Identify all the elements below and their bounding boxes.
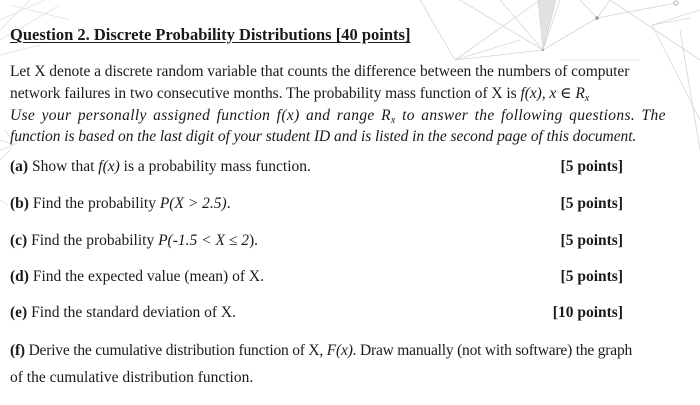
part-f-label: (f) bbox=[10, 342, 25, 359]
intro-line-2 bbox=[10, 84, 589, 104]
part-f-text: Derive the cumulative distribution function of X, bbox=[24, 342, 327, 359]
part-f-line-2: of the cumulative distribution function. bbox=[10, 369, 254, 386]
part-f-math: F(x) bbox=[326, 342, 353, 359]
part-c-points: [5 points] bbox=[560, 232, 623, 249]
part-a-label: (a) bbox=[10, 158, 29, 175]
part-b-math: P(X > 2.5) bbox=[159, 195, 227, 212]
part-d-label: (d) bbox=[10, 268, 29, 285]
part-b-text: Find the probability bbox=[28, 195, 160, 212]
part-e-points: [10 points] bbox=[552, 304, 623, 321]
part-b-label: (b) bbox=[10, 195, 29, 212]
intro-line-1: Let X denote a discrete random variable that counts the difference between the numbers of computer bbox=[10, 63, 630, 80]
part-b-text-post: . bbox=[226, 195, 231, 212]
part-c-label: (c) bbox=[10, 232, 28, 249]
instructions-line-1 bbox=[10, 107, 666, 126]
part-b bbox=[10, 195, 231, 213]
part-c-math: P(-1.5 < X ≤ 2 bbox=[158, 232, 249, 249]
part-d-text: Find the expected value (mean) of X. bbox=[28, 268, 264, 285]
part-f-text-post: . Draw manually (not with software) the graph bbox=[352, 342, 633, 359]
part-c bbox=[10, 232, 258, 250]
part-a-math: f(x) bbox=[98, 158, 120, 175]
instructions-line-2: function is based on the last digit of your student ID and is listed in the second page of this document. bbox=[10, 128, 637, 145]
pmf-notation: f(x), x ∈ R bbox=[520, 85, 585, 102]
part-b-points: [5 points] bbox=[560, 195, 623, 212]
part-f bbox=[10, 342, 632, 360]
part-e-label: (e) bbox=[10, 304, 28, 321]
range-subscript: x bbox=[390, 115, 396, 126]
part-d-points: [5 points] bbox=[560, 268, 623, 285]
instructions-line-1-a: Use your personally assigned function f(x) and range R bbox=[10, 107, 391, 124]
pmf-range-subscript: x bbox=[584, 93, 590, 104]
part-a-text: Show that bbox=[28, 158, 99, 175]
instructions-line-1-b: to answer the following questions. The bbox=[395, 107, 666, 124]
question-heading: Question 2. Discrete Probability Distributions [40 points] bbox=[10, 25, 411, 44]
part-e-text: Find the standard deviation of X. bbox=[27, 304, 236, 321]
part-c-text-post: ). bbox=[248, 232, 258, 249]
part-d bbox=[10, 268, 264, 286]
part-a bbox=[10, 158, 311, 176]
part-a-text-post: is a probability mass function. bbox=[119, 158, 311, 175]
part-e bbox=[10, 304, 236, 322]
intro-line-2-text: network failures in two consecutive months. The probability mass function of X is bbox=[10, 85, 521, 102]
part-a-points: [5 points] bbox=[560, 158, 623, 175]
part-c-text: Find the probability bbox=[27, 232, 159, 249]
